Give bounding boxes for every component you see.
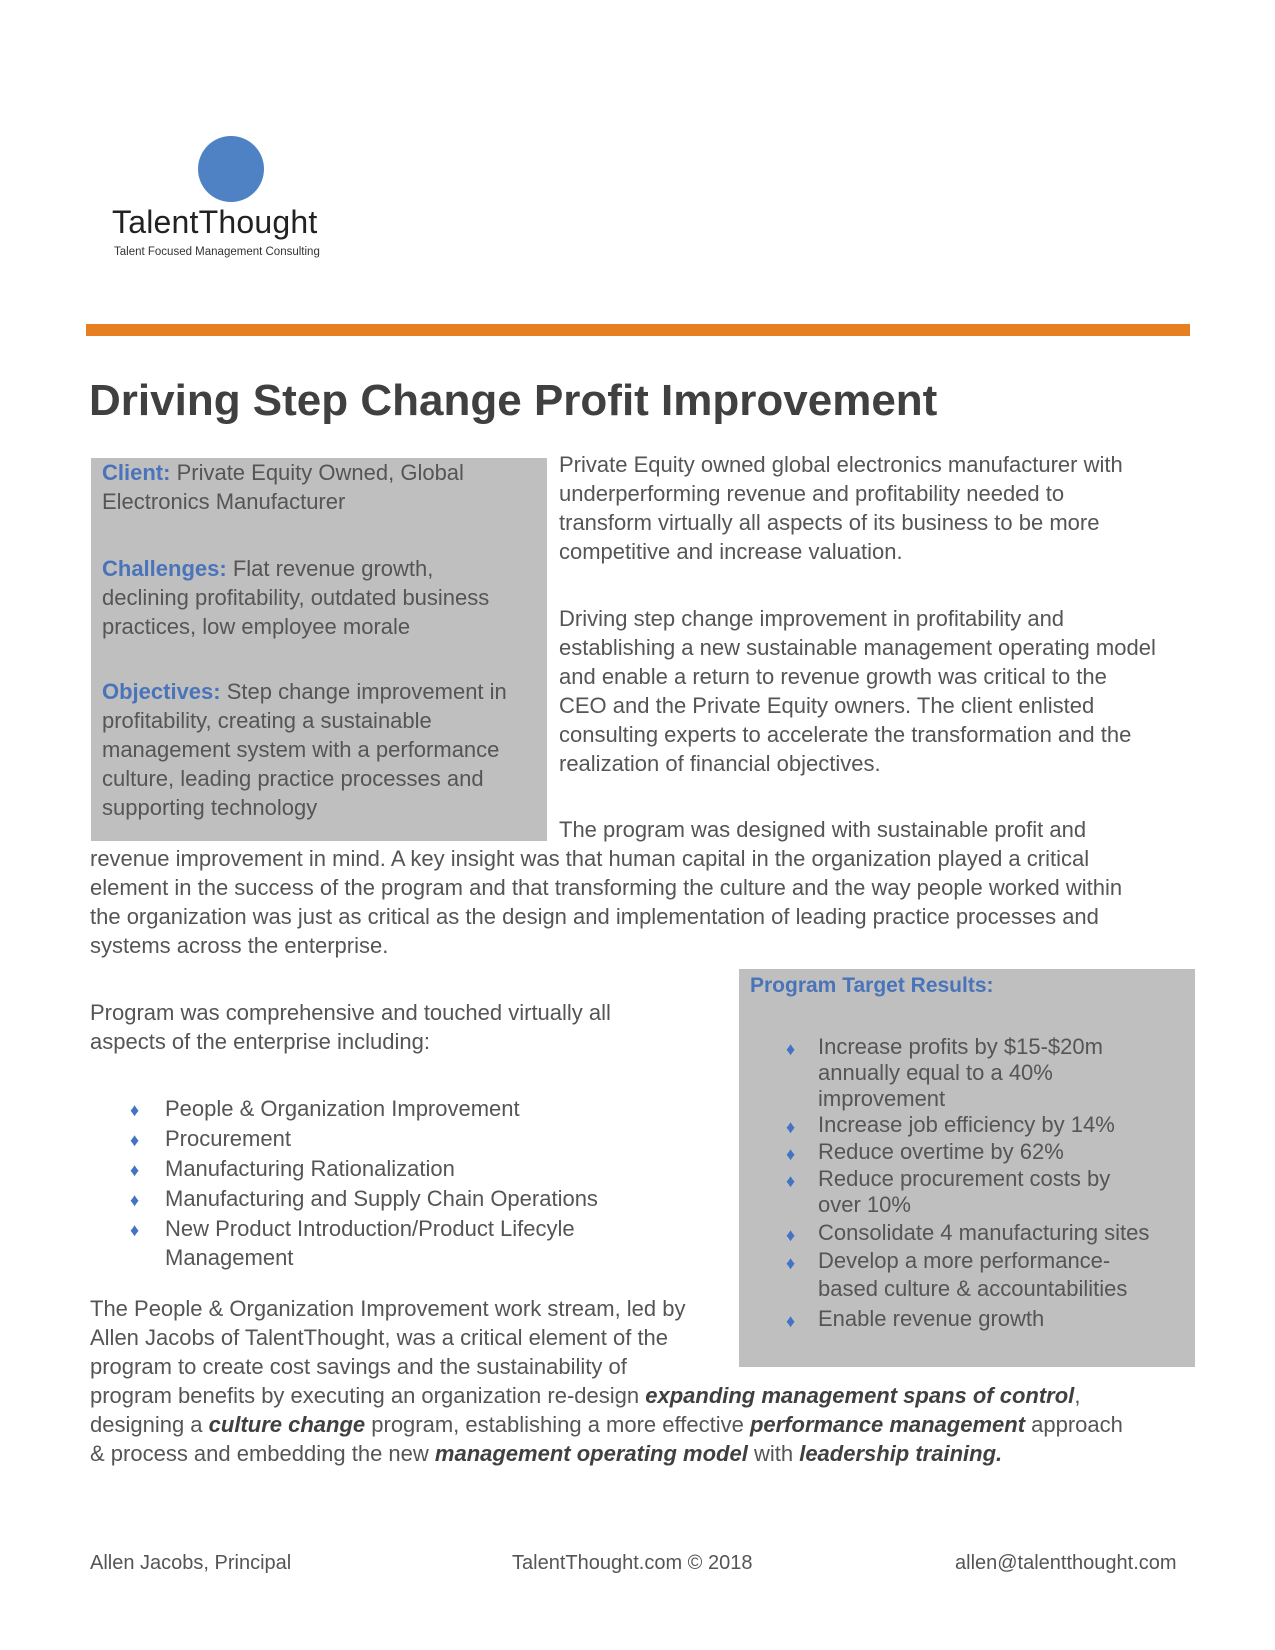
closing-line-5 [90, 1410, 1123, 1439]
objectives-line-5: supporting technology [102, 795, 318, 820]
logo-tagline: Talent Focused Management Consulting [114, 246, 320, 258]
challenges-label: Challenges: [102, 556, 227, 581]
closing-line-4 [90, 1381, 1080, 1410]
client-value: Private Equity Owned, Global [170, 460, 464, 485]
result-item-text: Reduce overtime by 62% [818, 1139, 1064, 1164]
list-item [130, 1154, 139, 1185]
closing-emphasis: culture change [208, 1412, 366, 1437]
list-item [130, 1094, 139, 1125]
closing-text: with [747, 1441, 800, 1466]
objectives-line-3: management system with a performance [102, 737, 500, 762]
footer-author: Allen Jacobs, Principal [90, 1552, 292, 1574]
list-item-text: Procurement [165, 1126, 291, 1151]
logo-name: TalentThought [112, 204, 318, 240]
diamond-bullet-icon: ♦ [130, 1100, 140, 1120]
objectives-label: Objectives: [102, 679, 221, 704]
result-item-text: annually equal to a 40% [818, 1060, 1053, 1085]
diamond-bullet-icon: ♦ [786, 1171, 796, 1191]
program-intro-line-1: Program was comprehensive and touched virtually all [90, 1000, 611, 1025]
closing-text: & process and embedding the new [90, 1441, 435, 1466]
footer-website: TalentThought.com © 2018 [512, 1552, 753, 1574]
diamond-bullet-icon: ♦ [130, 1130, 140, 1150]
diamond-bullet-icon: ♦ [786, 1253, 796, 1273]
intro-p2-line: and enable a return to revenue growth was critical to the [559, 664, 1107, 689]
result-item-text: based culture & accountabilities [818, 1276, 1128, 1301]
client-line-2: Electronics Manufacturer [102, 489, 346, 514]
list-item-text: Management [165, 1245, 294, 1270]
header-divider [86, 324, 1190, 336]
objectives-line-1 [102, 677, 507, 706]
challenges-value: Flat revenue growth, [226, 556, 434, 581]
objectives-line-4: culture, leading practice processes and [102, 766, 484, 791]
intro-p3-line: element in the success of the program and that transforming the culture and the way people worked within [90, 875, 1123, 900]
list-item-text: Manufacturing and Supply Chain Operations [165, 1186, 598, 1211]
closing-emphasis: leadership training. [799, 1441, 1003, 1466]
diamond-bullet-icon: ♦ [786, 1117, 796, 1137]
intro-p3-line: The program was designed with sustainable profit and [559, 817, 1087, 842]
diamond-bullet-icon: ♦ [130, 1160, 140, 1180]
closing-text: , [1074, 1383, 1081, 1408]
footer-email: allen@talentthought.com [955, 1552, 1177, 1574]
list-item [130, 1184, 139, 1215]
result-item-text: Reduce procurement costs by [818, 1166, 1111, 1191]
diamond-bullet-icon: ♦ [130, 1220, 140, 1240]
intro-p3-line: the organization was just as critical as the design and implementation of leading practice processes and [90, 904, 1099, 929]
logo-circle-icon [198, 136, 264, 202]
intro-p1-line: competitive and increase valuation. [559, 539, 903, 564]
closing-emphasis: performance management [749, 1412, 1026, 1437]
diamond-bullet-icon: ♦ [786, 1225, 796, 1245]
diamond-bullet-icon: ♦ [786, 1039, 796, 1059]
intro-p1-line: underperforming revenue and profitability needed to [559, 481, 1065, 506]
closing-text: designing a [90, 1412, 209, 1437]
result-item-text: improvement [818, 1086, 946, 1111]
page-title: Driving Step Change Profit Improvement [89, 376, 938, 425]
closing-text: program, establishing a more effective [365, 1412, 750, 1437]
list-item [130, 1214, 139, 1245]
closing-emphasis: management operating model [434, 1441, 748, 1466]
challenges-line-1 [102, 554, 433, 583]
intro-p1-line: transform virtually all aspects of its business to be more [559, 510, 1100, 535]
challenges-line-2: declining profitability, outdated business [102, 585, 490, 610]
challenges-line-3: practices, low employee morale [102, 614, 411, 639]
closing-line-2: Allen Jacobs of TalentThought, was a critical element of the [90, 1325, 669, 1350]
list-item-text: Manufacturing Rationalization [165, 1156, 455, 1181]
result-item-text: Consolidate 4 manufacturing sites [818, 1220, 1150, 1245]
list-item-text: People & Organization Improvement [165, 1096, 520, 1121]
objectives-line-2: profitability, creating a sustainable [102, 708, 432, 733]
diamond-bullet-icon: ♦ [130, 1190, 140, 1210]
result-item-text: Increase job efficiency by 14% [818, 1112, 1115, 1137]
program-intro-line-2: aspects of the enterprise including: [90, 1029, 430, 1054]
closing-emphasis: expanding management spans of control [645, 1383, 1075, 1408]
client-line-1 [102, 458, 464, 487]
intro-p2-line: CEO and the Private Equity owners. The client enlisted [559, 693, 1095, 718]
results-title: Program Target Results: [750, 974, 994, 997]
intro-p2-line: establishing a new sustainable management operating model [559, 635, 1156, 660]
closing-text: program benefits by executing an organization re-design [90, 1383, 646, 1408]
closing-line-6 [90, 1439, 1002, 1468]
intro-p2-line: consulting experts to accelerate the transformation and the [559, 722, 1132, 747]
company-logo [112, 136, 372, 266]
diamond-bullet-icon: ♦ [786, 1144, 796, 1164]
result-item-text: Develop a more performance- [818, 1248, 1111, 1273]
result-item-text: Enable revenue growth [818, 1306, 1045, 1331]
closing-line-1: The People & Organization Improvement work stream, led by [90, 1296, 686, 1321]
list-item [130, 1124, 139, 1155]
objectives-value: Step change improvement in [220, 679, 507, 704]
intro-p3-line: systems across the enterprise. [90, 933, 389, 958]
client-label: Client: [102, 460, 171, 485]
result-item-text: over 10% [818, 1192, 911, 1217]
intro-p3-line: revenue improvement in mind. A key insight was that human capital in the organization played a critical [90, 846, 1090, 871]
intro-p2-line: realization of financial objectives. [559, 751, 881, 776]
intro-p1-line: Private Equity owned global electronics manufacturer with [559, 452, 1123, 477]
closing-text: approach [1025, 1412, 1123, 1437]
result-item-text: Increase profits by $15-$20m [818, 1034, 1103, 1059]
list-item-text: New Product Introduction/Product Lifecyle [165, 1216, 575, 1241]
closing-line-3: program to create cost savings and the sustainability of [90, 1354, 627, 1379]
intro-p2-line: Driving step change improvement in profitability and [559, 606, 1065, 631]
diamond-bullet-icon: ♦ [786, 1311, 796, 1331]
